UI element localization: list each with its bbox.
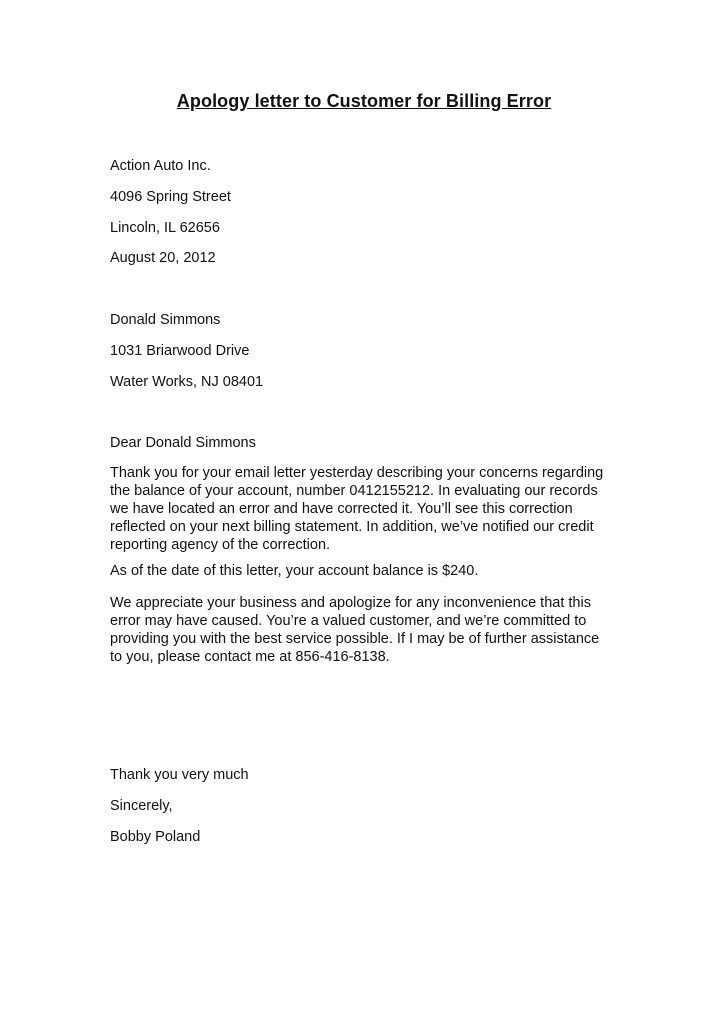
closing-thanks: Thank you very much [110, 767, 249, 783]
recipient-street: 1031 Briarwood Drive [110, 343, 250, 359]
body-paragraph-3-line: providing you with the best service possible. If I may be of further assistance [110, 631, 600, 647]
body-paragraph-3-line: to you, please contact me at 856-416-8138. [110, 649, 390, 665]
sender-street: 4096 Spring Street [110, 189, 231, 205]
body-paragraph-1-line: we have located an error and have corrected it. You’ll see this correction [110, 501, 573, 517]
body-paragraph-2: As of the date of this letter, your account balance is $240. [110, 563, 479, 579]
recipient-name: Donald Simmons [110, 312, 221, 328]
body-paragraph-1-line: the balance of your account, number 0412155212. In evaluating our records [110, 483, 598, 499]
body-paragraph-3-line: We appreciate your business and apologize for any inconvenience that this [110, 595, 591, 611]
recipient-city: Water Works, NJ 08401 [110, 374, 264, 390]
body-paragraph-3-line: error may have caused. You’re a valued customer, and we’re committed to [110, 613, 587, 629]
salutation: Dear Donald Simmons [110, 435, 256, 451]
document-title: Apology letter to Customer for Billing Error [176, 91, 552, 111]
body-paragraph-1 [110, 464, 630, 554]
body-paragraph-1-line: Thank you for your email letter yesterday describing your concerns regarding [110, 465, 604, 481]
signature-name: Bobby Poland [110, 829, 201, 845]
letter-date: August 20, 2012 [110, 250, 216, 266]
sender-city: Lincoln, IL 62656 [110, 220, 220, 236]
closing-signoff: Sincerely, [110, 798, 173, 814]
body-paragraph-3 [110, 594, 630, 666]
sender-company: Action Auto Inc. [110, 158, 211, 174]
body-paragraph-1-line: reporting agency of the correction. [110, 537, 331, 553]
body-paragraph-1-line: reflected on your next billing statement. In addition, we’ve notified our credit [110, 519, 594, 535]
